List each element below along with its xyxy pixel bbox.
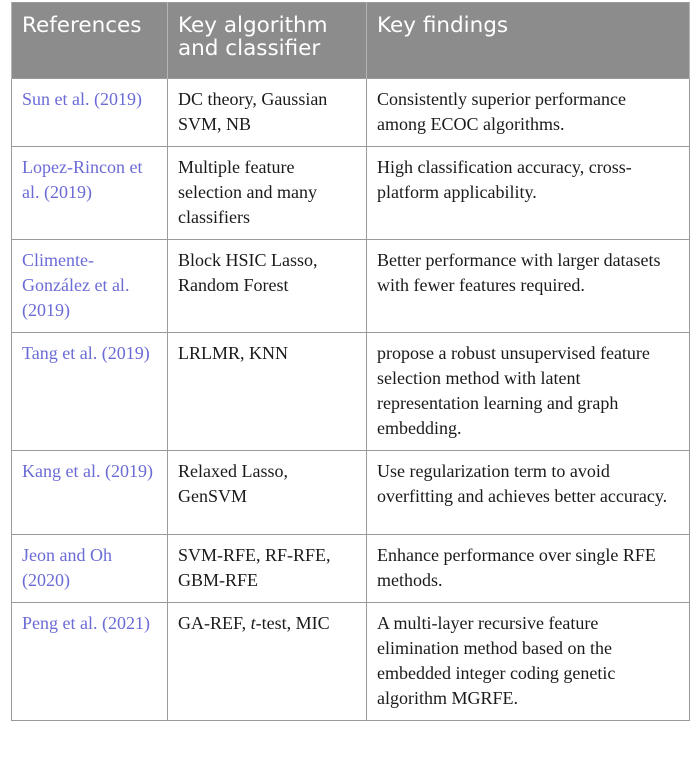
- table-row: [12, 79, 690, 147]
- algorithm-cell: SVM-RFE, RF-RFE, GBM-RFE: [168, 535, 367, 603]
- findings-cell: propose a robust unsupervised feature selection method with latent representation learning and graph embedding.: [367, 333, 690, 451]
- table-header-row: [12, 3, 690, 79]
- algorithm-cell: LRLMR, KNN: [168, 333, 367, 451]
- table-row: [12, 451, 690, 535]
- findings-cell: Use regularization term to avoid overfitting and achieves better accuracy.: [367, 451, 690, 535]
- findings-cell: Consistently superior performance among ECOC algorithms.: [367, 79, 690, 147]
- reference-link[interactable]: Sun et al. (2019): [12, 79, 168, 147]
- references-table: [11, 2, 690, 721]
- findings-cell: Better performance with larger datasets with fewer features required.: [367, 240, 690, 333]
- header-key-findings: Key findings: [367, 3, 690, 79]
- algorithm-cell: Multiple feature selection and many classifiers: [168, 147, 367, 240]
- findings-cell: High classification accuracy, cross-platform applicability.: [367, 147, 690, 240]
- reference-link[interactable]: Jeon and Oh (2020): [12, 535, 168, 603]
- header-key-algorithm: Key algorithm and classifier: [168, 3, 367, 79]
- table-row: [12, 333, 690, 451]
- reference-link[interactable]: Tang et al. (2019): [12, 333, 168, 451]
- findings-cell: A multi-layer recursive feature elimination method based on the embedded integer coding genetic algorithm MGRFE.: [367, 603, 690, 721]
- reference-link[interactable]: Climente-González et al. (2019): [12, 240, 168, 333]
- reference-link[interactable]: Kang et al. (2019): [12, 451, 168, 535]
- header-references: References: [12, 3, 168, 79]
- algorithm-cell: DC theory, Gaussian SVM, NB: [168, 79, 367, 147]
- algorithm-cell: Relaxed Lasso, GenSVM: [168, 451, 367, 535]
- algorithm-text: -test, MIC: [255, 613, 330, 633]
- table-row: [12, 240, 690, 333]
- algorithm-cell: [168, 603, 367, 721]
- algorithm-cell: Block HSIC Lasso, Random Forest: [168, 240, 367, 333]
- table-row: [12, 603, 690, 721]
- findings-cell: Enhance performance over single RFE methods.: [367, 535, 690, 603]
- reference-link[interactable]: Peng et al. (2021): [12, 603, 168, 721]
- algorithm-italic-t: t: [250, 613, 256, 633]
- table-row: [12, 535, 690, 603]
- table-row: [12, 147, 690, 240]
- reference-link[interactable]: Lopez-Rincon et al. (2019): [12, 147, 168, 240]
- algorithm-text: GA-REF,: [178, 613, 251, 633]
